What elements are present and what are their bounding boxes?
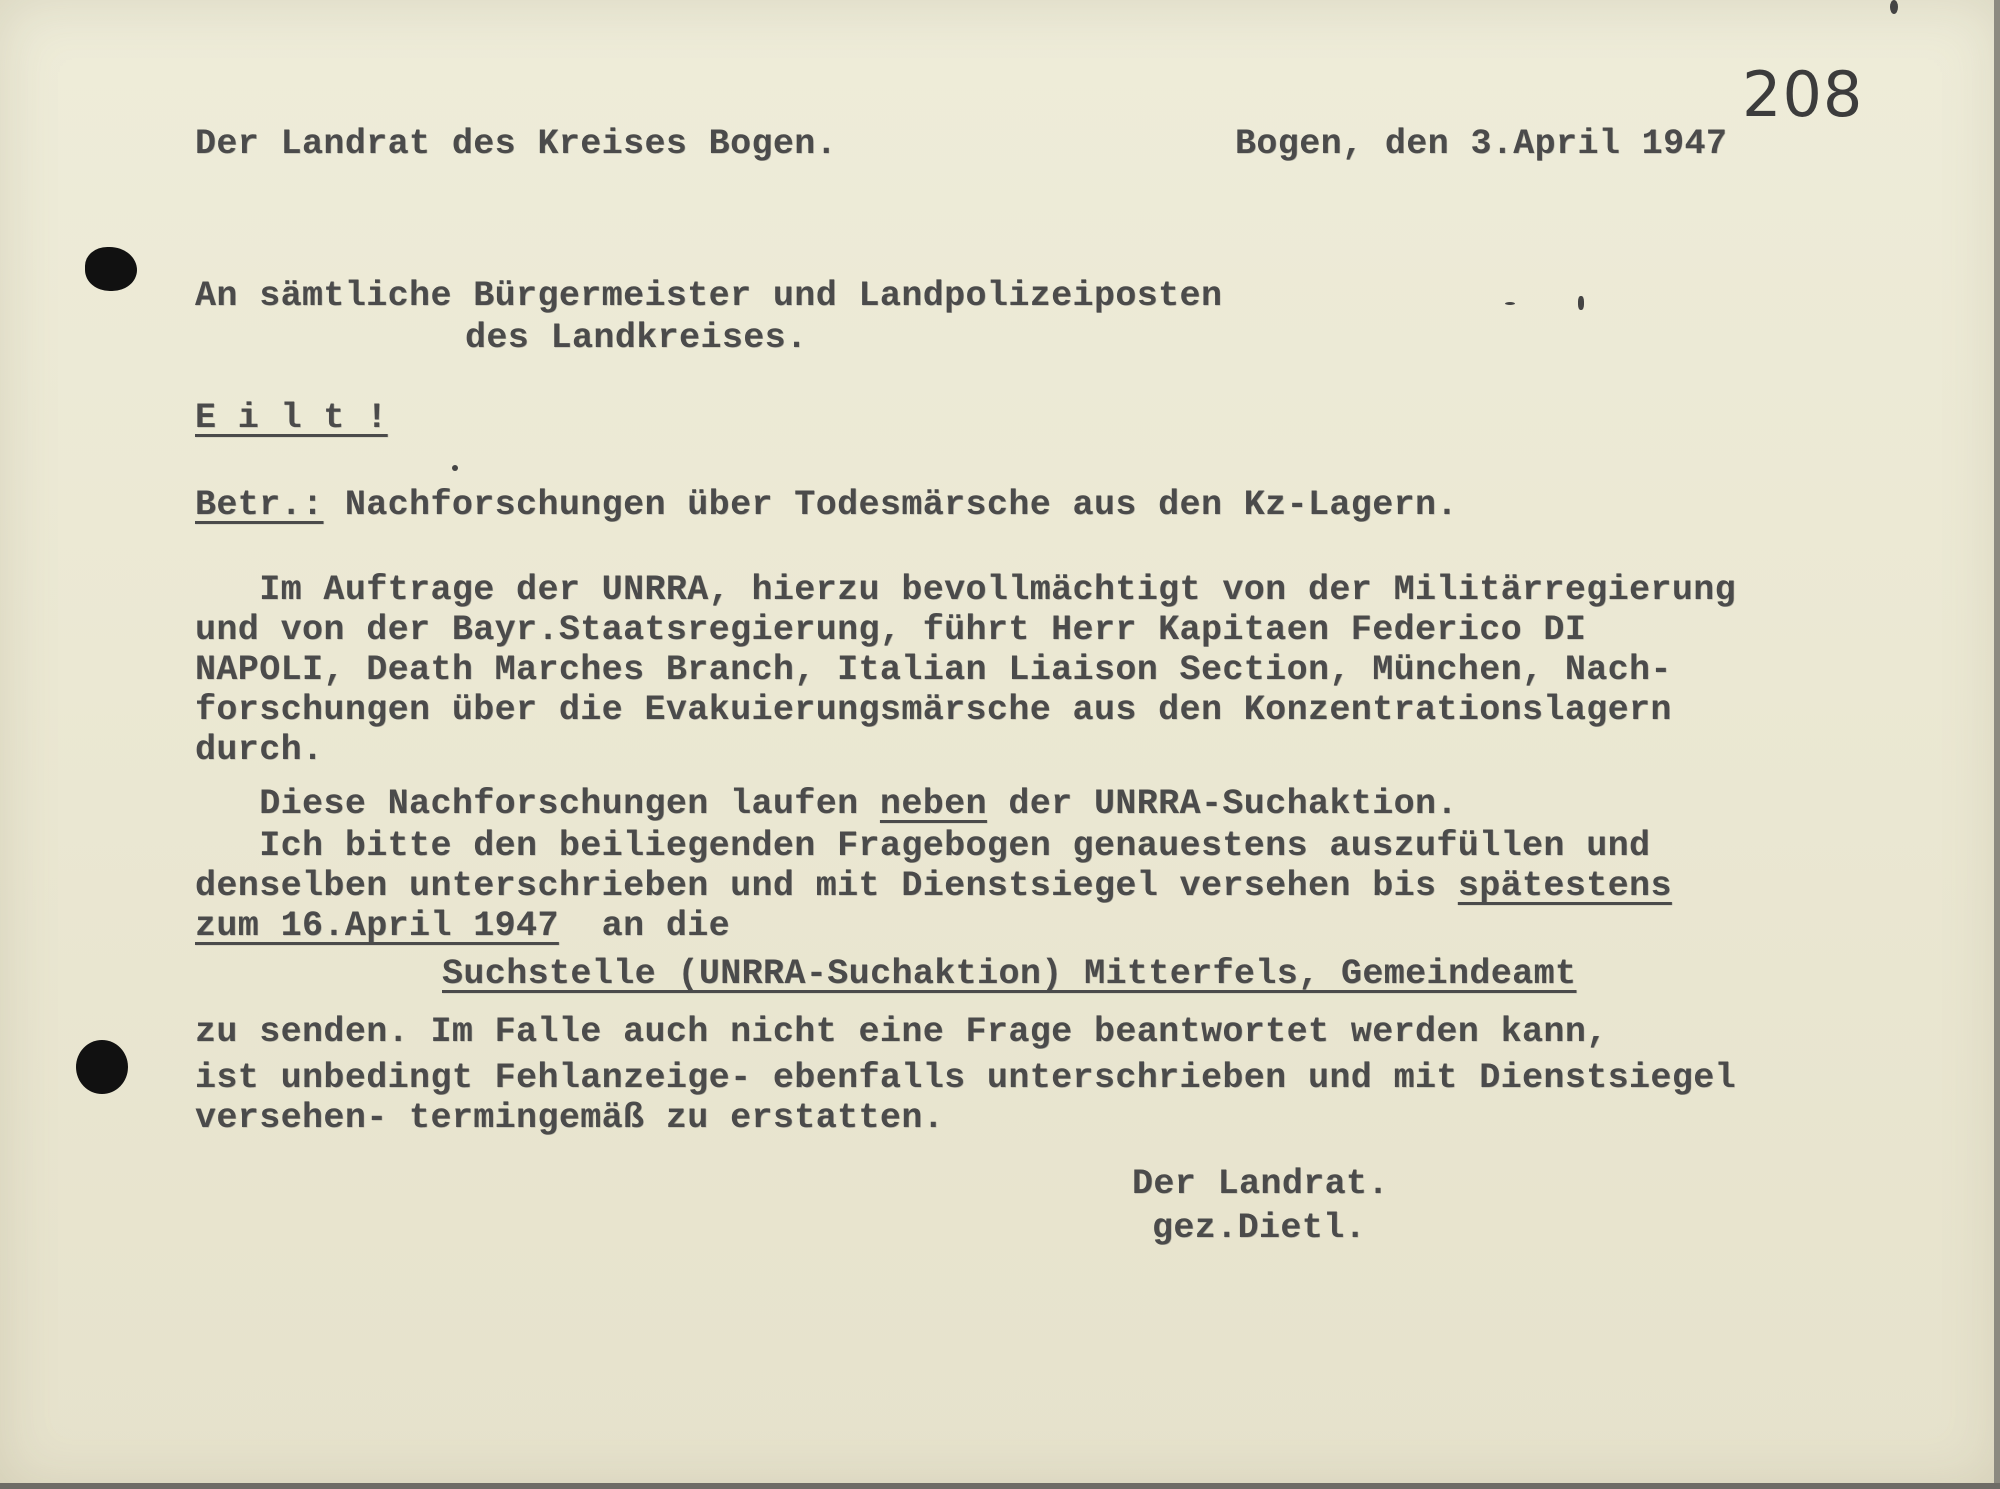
body-paragraph-4-line-3: versehen- termingemäß zu erstatten. bbox=[195, 1098, 945, 1138]
scan-edge-right bbox=[1994, 0, 2000, 1489]
place-date: Bogen, den 3.April 1947 bbox=[1235, 124, 1728, 164]
search-office-address: Suchstelle (UNRRA-Suchaktion) Mitterfels, Gemeindeamt bbox=[442, 954, 1577, 994]
body-paragraph-3-line-2-text: denselben unterschrieben und mit Dienstsiegel versehen bis bbox=[195, 866, 1458, 906]
punch-hole-bottom bbox=[76, 1040, 128, 1094]
ink-speck bbox=[1890, 0, 1898, 14]
body-paragraph-1-line-4: forschungen über die Evakuierungsmärsche aus den Konzentrationslagern bbox=[195, 690, 1672, 730]
signature-name: gez.Dietl. bbox=[1152, 1208, 1367, 1248]
body-paragraph-4-line-1: zu senden. Im Falle auch nicht eine Frage beantwortet werden kann, bbox=[195, 1012, 1608, 1052]
body-paragraph-1-line-5: durch. bbox=[195, 730, 324, 770]
recipient-line-2: des Landkreises. bbox=[465, 318, 808, 358]
body-paragraph-2-emphasis: neben bbox=[879, 784, 987, 824]
ink-speck bbox=[1578, 296, 1584, 310]
recipient-line-1: An sämtliche Bürgermeister und Landpolizeiposten bbox=[195, 276, 1223, 316]
page-number: 208 bbox=[1742, 58, 1864, 131]
scan-edge-bottom bbox=[0, 1483, 2000, 1489]
body-paragraph-2-start: Diese Nachforschungen laufen bbox=[195, 784, 880, 824]
urgent-marker: E i l t ! bbox=[195, 398, 388, 438]
sender-line: Der Landrat des Kreises Bogen. bbox=[195, 124, 838, 164]
deadline-emphasis-a: spätestens bbox=[1457, 866, 1672, 906]
body-paragraph-1-line-3: NAPOLI, Death Marches Branch, Italian Liaison Section, München, Nach- bbox=[195, 650, 1672, 690]
ink-speck bbox=[452, 465, 458, 471]
body-paragraph-3-line-1: Ich bitte den beiliegenden Fragebogen genauestens auszufüllen und bbox=[195, 826, 1651, 866]
body-paragraph-3-line-3-text: an die bbox=[558, 906, 731, 946]
body-paragraph-3-line-2 bbox=[195, 866, 1672, 906]
body-paragraph-2-end: der UNRRA-Suchaktion. bbox=[986, 784, 1458, 824]
ink-speck bbox=[1505, 302, 1515, 305]
body-paragraph-2 bbox=[195, 784, 1458, 824]
subject-text: Nachforschungen über Todesmärsche aus den Kz-Lagern. bbox=[344, 485, 1458, 525]
body-paragraph-3-line-3 bbox=[195, 906, 730, 946]
subject-line bbox=[195, 485, 1458, 525]
punch-hole-top bbox=[85, 247, 137, 291]
deadline-emphasis-b: zum 16.April 1947 bbox=[195, 906, 559, 946]
body-paragraph-1-line-1: Im Auftrage der UNRRA, hierzu bevollmächtigt von der Militärregierung bbox=[195, 570, 1737, 610]
body-paragraph-1-line-2: und von der Bayr.Staatsregierung, führt Herr Kapitaen Federico DI bbox=[195, 610, 1587, 650]
body-paragraph-4-line-2: ist unbedingt Fehlanzeige- ebenfalls unterschrieben und mit Dienstsiegel bbox=[195, 1058, 1737, 1098]
subject-label: Betr.: bbox=[195, 485, 324, 525]
signature-title: Der Landrat. bbox=[1132, 1164, 1389, 1204]
